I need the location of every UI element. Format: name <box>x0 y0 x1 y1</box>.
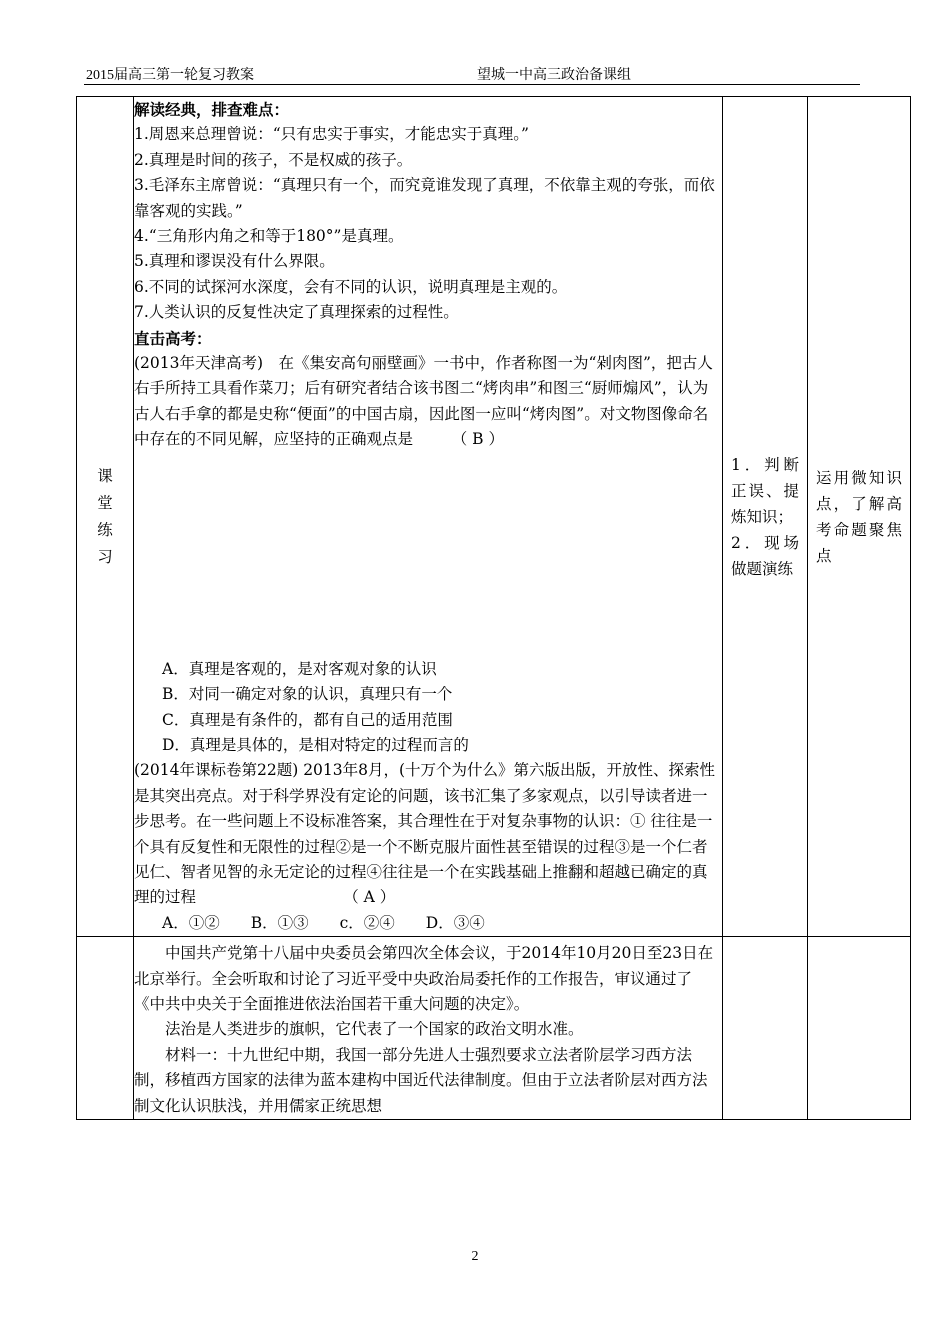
design-intent: 运用微知识点，了解高考命题聚焦点 <box>816 468 902 565</box>
paragraph: 中国共产党第十八届中央委员会第四次全体会议，于2014年10月20日至23日在北京举行。全会听取和讨论了习近平受中央政治局委托作的工作报告，审议通过了《中共中央关于全面推进依法治国若干重大问题的决定》。 <box>134 944 714 1013</box>
question-1: (2013年天津高考) 在《集安高句丽壁画》一书中，作者称图一为“剁肉图”，把古人右手所持工具看作菜刀；后有研究者结合该书图二“烤肉串”和图三“厨师煽风”，认为古人右手拿的都是史称“便面”的中国古扇，因此图一应叫“烤肉图”。对文物图像命名中存在的不同见解，应坚持的正确观点是 （ B ） <box>134 354 713 449</box>
option-d: D．真理是具体的，是相对特定的过程而言的 <box>162 735 469 754</box>
list-item: 1.周恩来总理曾说：“只有忠实于事实，才能忠实于真理。” <box>134 125 529 144</box>
header-right: 望城一中高三政治备课组 <box>477 68 631 83</box>
content-cell <box>134 97 723 937</box>
material-content-cell <box>134 937 723 1120</box>
activity-1: 1．判断正误、提炼知识； <box>731 455 799 526</box>
question-2: (2014年课标卷第22题) 2013年8月，(十万个为什么》第六版出版，开放性、探索性是其突出亮点。对于科学界没有定论的问题，该书汇集了多家观点，以引导读者进一步思考。在一些问题上不设标准答案，其合理性在于对复杂事物的认识：① 往往是一个具有反复性和无限性的过程②是一个不断克服片面性甚至错误的过程③是一个仁者见仁、智者见智的永无定论的过程④往往是一个在实践基础上推翻和超越已确定的真理的过程 （ A ） <box>134 761 716 907</box>
option-a: A．真理是客观的，是对客观对象的认识 <box>162 659 437 678</box>
activity-2: 2．现场做题演练 <box>731 533 799 578</box>
option-c: C．真理是有条件的，都有自己的适用范围 <box>162 710 453 729</box>
question-2-options: A．①② B．①③ c．②④ D．③④ <box>162 913 485 932</box>
list-item: 5.真理和谬误没有什么界限。 <box>134 252 335 271</box>
activity-cell <box>723 97 808 937</box>
list-item: 2.真理是时间的孩子，不是权威的孩子。 <box>134 150 413 169</box>
list-item: 4.“三角形内角之和等于180°”是真理。 <box>134 227 404 246</box>
list-item: 3.毛泽东主席曾说：“真理只有一个，而究竟谁发现了真理，不依靠主观的夸张，而依靠客观的实践。” <box>134 176 715 220</box>
intent-cell-empty <box>808 937 911 1120</box>
paragraph: 法治是人类进步的旗帜，它代表了一个国家的政治文明水准。 <box>165 1020 584 1039</box>
paragraph: 材料一：十九世纪中期，我国一部分先进人士强烈要求立法者阶层学习西方法制，移植西方国家的法律为蓝本建构中国近代法律制度。但由于立法者阶层对西方法制文化认识肤浅，并用儒家正统思想 <box>134 1045 708 1115</box>
option-b: B．对同一确定对象的认识，真理只有一个 <box>162 685 453 704</box>
lesson-plan-table <box>76 96 911 1120</box>
row-classroom-practice <box>77 97 911 937</box>
list-item: 6.不同的试探河水深度，会有不同的认识，说明真理是主观的。 <box>134 277 568 296</box>
page-number: 2 <box>471 1249 479 1264</box>
image-placeholder-space <box>134 453 722 657</box>
stage-label-cell <box>77 97 134 937</box>
row-material <box>77 937 911 1120</box>
header-rule <box>84 84 860 85</box>
intent-cell <box>808 97 911 937</box>
header-left: 2015届高三第一轮复习教案 <box>86 68 254 83</box>
stage-label-cell-empty <box>77 937 134 1120</box>
list-item: 7.人类认识的反复性决定了真理探索的过程性。 <box>134 303 459 322</box>
section-title-classics: 解读经典，排查难点： <box>134 100 290 119</box>
section-title-exam: 直击高考： <box>134 328 212 348</box>
activity-cell-empty <box>723 937 808 1120</box>
stage-label: 课 堂 练 习 <box>97 466 113 566</box>
